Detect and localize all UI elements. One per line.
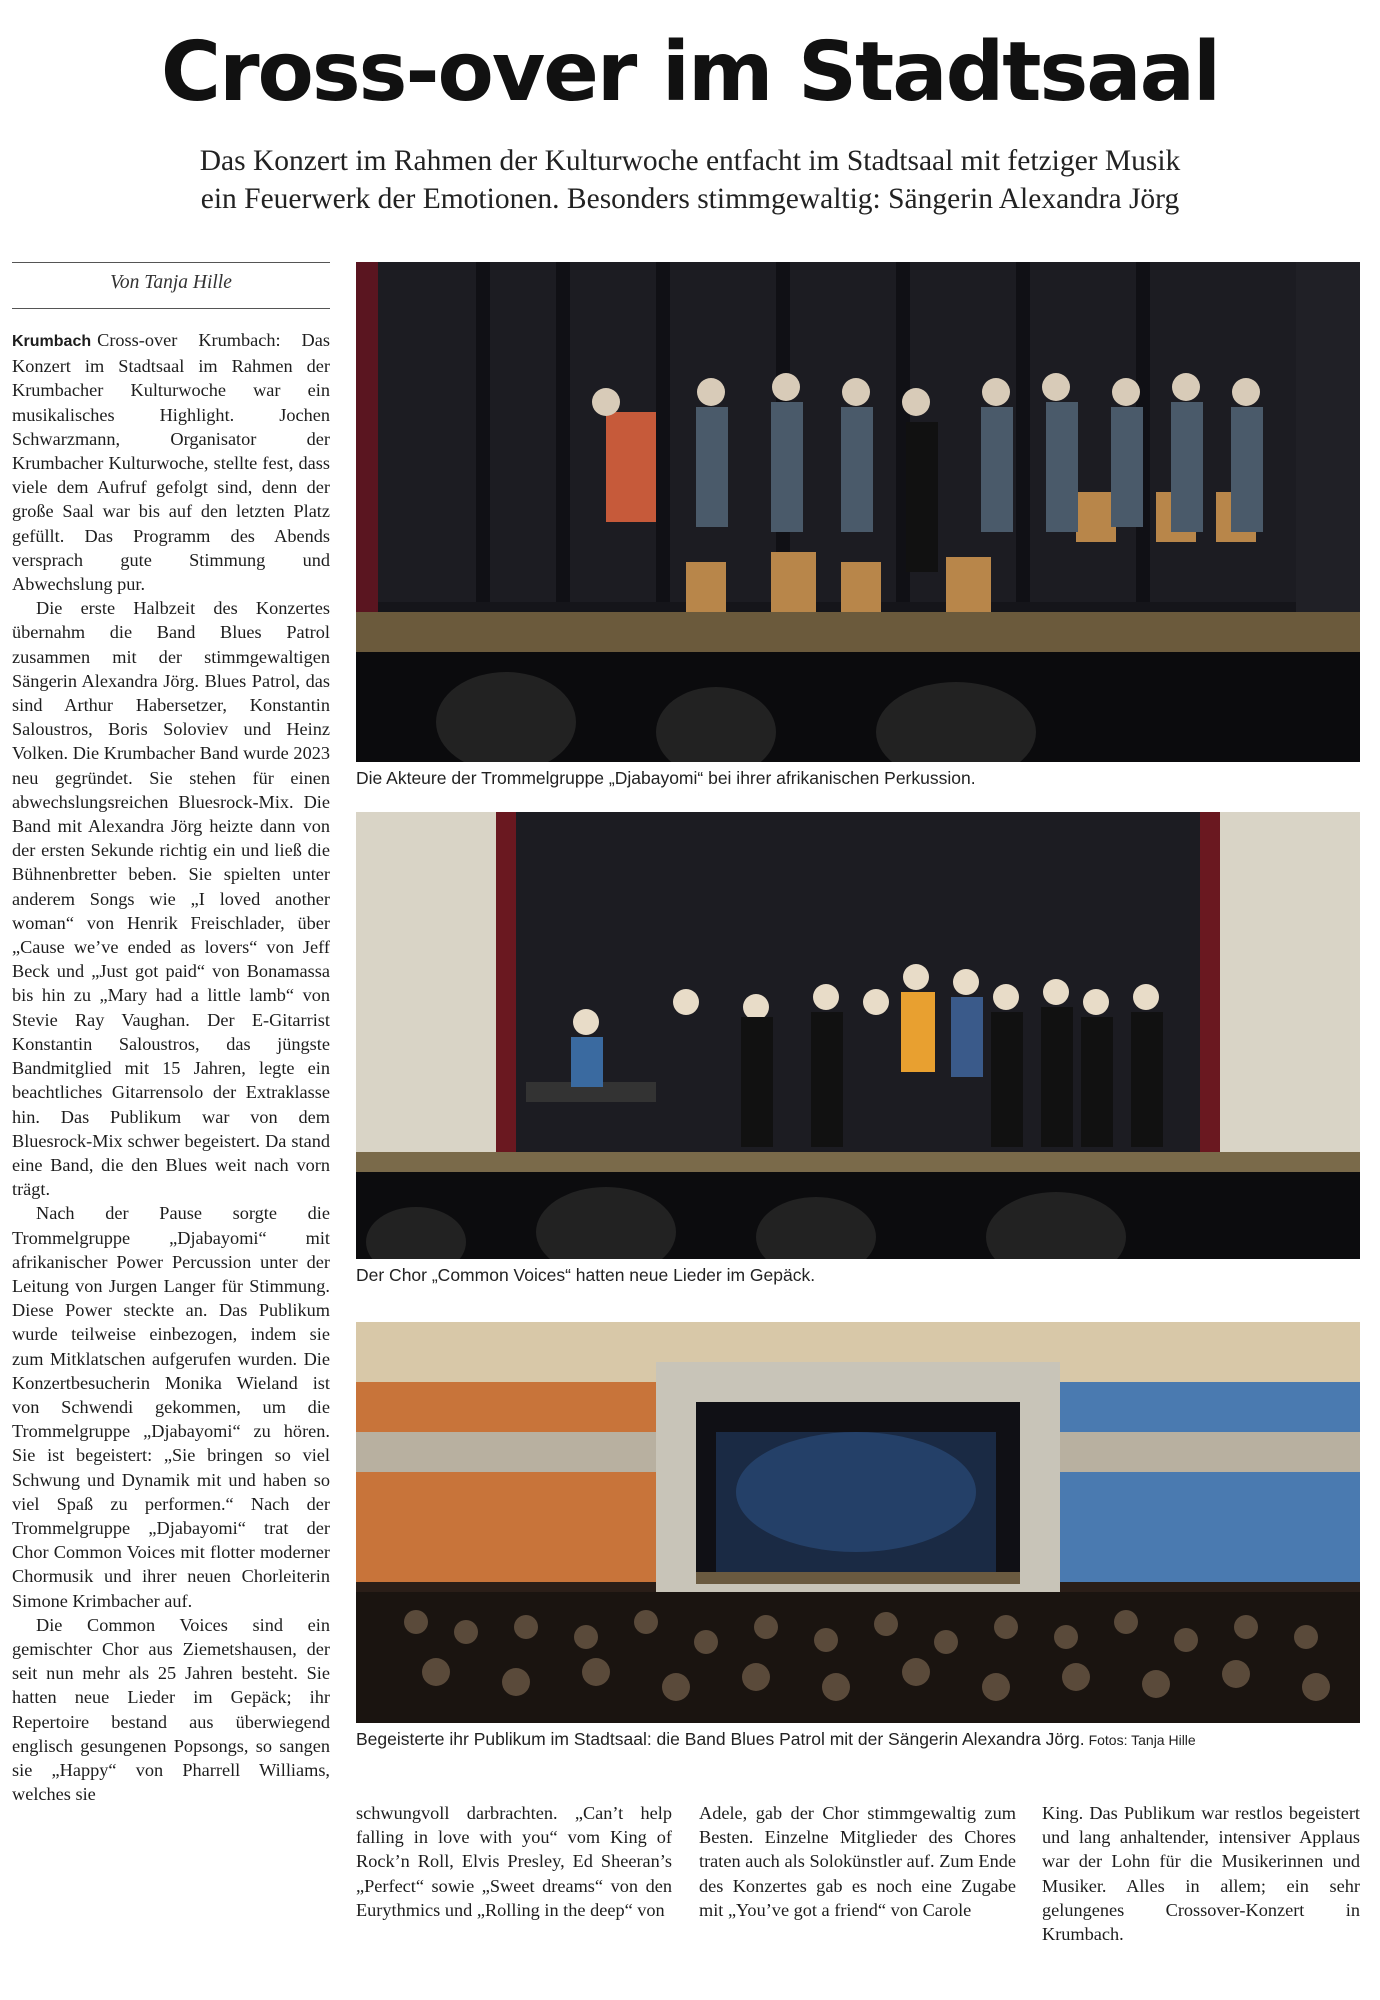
byline-rule-bottom — [12, 308, 330, 309]
photo-caption-1: Die Akteure der Trommelgruppe „Djabayomi“ bei ihrer afrikanischen Perkussion. — [356, 768, 976, 788]
article-column-2 — [356, 1801, 672, 1922]
column-4-text: King. Das Publikum war restlos begeistert und lang anhaltender, intensiver Applaus war der Lohn für die Musikerinnen und Musiker. Alles in allem; ein sehr gelungenes Crossover-Konzert in Krumbach. — [1042, 1803, 1360, 1945]
article-column-4 — [1042, 1801, 1360, 1946]
column-2-text: schwungvoll darbrachten. „Can’t help falling in love with you“ vom King of Rock’n Roll, Elvis Presley, Ed Sheeran’s „Perfect“ sowie „Sweet dreams“ von den Eurythmics und „Rolling in the deep“ von — [356, 1803, 672, 1920]
photo-credit: Fotos: Tanja Hille — [1088, 1732, 1196, 1748]
article-paragraph-1 — [12, 328, 330, 596]
article-paragraph-2: Die erste Halbzeit des Konzertes übernahm die Band Blues Patrol zusammen mit der stimmgewaltigen Sängerin Alexandra Jörg. Blues Patrol, das sind Arthur Habersetzer, Konstantin Saloustros, Boris Soloviev und Heinz Volken. Die Krumbacher Band wurde 2023 neu gegründet. Sie stehen für einen abwechslungsreichen Bluesrock-Mix. Die Band mit Alexandra Jörg heizte dann von der ersten Sekunde richtig ein und ließ die Bühnenbretter beben. Sie spielten unter anderem Songs wie „I loved another woman“ von Henrik Freischlader, über „Cause we’ve ended as lovers“ von Jeff Beck und „Just got paid“ von Bonamassa bis hin zu „Mary had a little lamb“ von Stevie Ray Vaughan. Der E-Gitarrist Konstantin Saloustros, das jüngste Bandmitglied mit 15 Jahren, legte ein beachtliches Gitarrensolo der Extraklasse hin. Das Publikum war von dem Bluesrock-Mix schwer begeistert. Da stand eine Band, die den Blues weit nach vorn trägt. — [12, 598, 330, 1200]
photo-concert-hall — [356, 1322, 1360, 1723]
byline: Von Tanja Hille — [110, 272, 232, 293]
article-column-3 — [699, 1801, 1016, 1922]
paragraph-1-text: Cross-over Krumbach: Das Konzert im Stadtsaal im Rahmen der Krumbacher Kulturwoche war ein musikalisches Highlight. Jochen Schwarzmann, Organisator der Krumbacher Kulturwoche, stellte fest, dass viele dem Aufruf gefolgt sind, denn der große Saal war bis auf den letzten Platz gefüllt. Das Programm des Abends versprach gute Stimmung und Abwechslung pur. — [12, 330, 330, 595]
column-3-text: Adele, gab der Chor stimmgewaltig zum Besten. Einzelne Mitglieder des Chores traten auch als Solokünstler auf. Zum Ende des Konzertes gab es noch eine Zugabe mit „You’ve got a friend“ von Carole — [699, 1803, 1016, 1920]
photo-caption-2: Der Chor „Common Voices“ hatten neue Lieder im Gepäck. — [356, 1265, 816, 1285]
subheadline-line-1: Das Konzert im Rahmen der Kulturwoche entfacht im Stadtsaal mit fetziger Musik — [199, 145, 1181, 177]
byline-rule-top — [12, 262, 330, 263]
article-column-1 — [12, 328, 330, 1948]
photo-caption-3 — [356, 1729, 1360, 1750]
dateline: Krumbach — [12, 333, 92, 350]
article-paragraph-4: Die Common Voices sind ein gemischter Chor aus Ziemetshausen, der seit nun mehr als 25 Jahren besteht. Sie hatten neue Lieder im Gepäck; ihr Repertoire bestand aus überwiegend englisch gesungenen Popsongs, so sangen sie „Happy“ von Pharrell Williams, welches sie — [12, 1614, 330, 1805]
photo-caption-3-text: Begeisterte ihr Publikum im Stadtsaal: die Band Blues Patrol mit der Sängerin Alexandra Jörg. — [356, 1729, 1085, 1749]
article-paragraph-3: Nach der Pause sorgte die Trommelgruppe „Djabayomi“ mit afrikanischer Power Percussion unter der Leitung von Jurgen Langer für Stimmung. Diese Power steckte an. Das Publikum wurde teilweise einbezogen, indem sie zum Mitklatschen aufgerufen wurden. Die Konzertbesucherin Monika Wieland ist von Schwendi gekommen, um die Trommelgruppe „Djabayomi“ zu hören. Sie ist begeistert: „Sie bringen so viel Schwung und Dynamik mit und haben so viel Spaß zu performen.“ Nach der Trommelgruppe „Djabayomi“ trat der Chor Common Voices mit flotter moderner Chormusik und ihrer neuen Chorleiterin Simone Krimbacher auf. — [12, 1203, 330, 1611]
subheadline-line-2: ein Feuerwerk der Emotionen. Besonders stimmgewaltig: Sängerin Alexandra Jörg — [200, 183, 1180, 215]
photo-drum-group — [356, 262, 1360, 762]
photo-choir — [356, 812, 1360, 1259]
subheadline — [0, 142, 1380, 218]
headline: Cross-over im Stadtsaal — [160, 25, 1220, 120]
